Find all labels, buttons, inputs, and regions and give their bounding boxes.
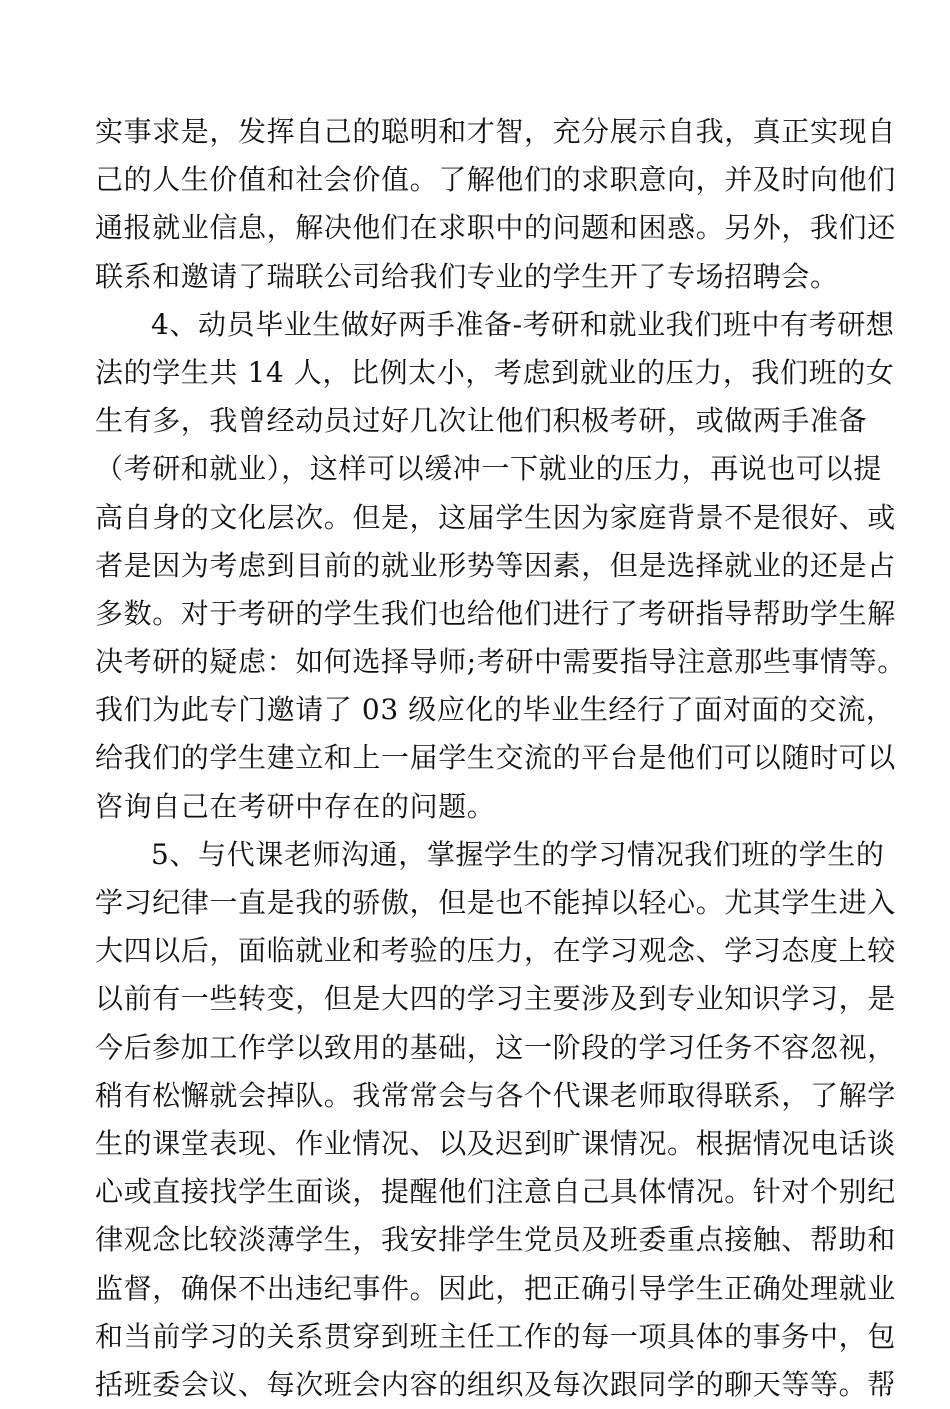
text-line: 心或直接找学生面谈，提醒他们注意自己具体情况。针对个别纪 bbox=[95, 1175, 896, 1209]
text-line: 决考研的疑虑：如何选择导师;考研中需要指导注意那些事情等。 bbox=[95, 645, 906, 679]
text-line: 我们为此专门邀请了 03 级应化的毕业生经行了面对面的交流， bbox=[95, 693, 895, 727]
text-line: 以前有一些转变，但是大四的学习主要涉及到专业知识学习，是 bbox=[95, 982, 896, 1016]
text-line: 法的学生共 14 人，比例太小，考虑到就业的压力，我们班的女 bbox=[95, 355, 895, 389]
text-line: 稍有松懈就会掉队。我常常会与各个代课老师取得联系，了解学 bbox=[95, 1078, 896, 1112]
text-line: 生的课堂表现、作业情况、以及迟到旷课情况。根据情况电话谈 bbox=[95, 1126, 896, 1160]
paragraph-5-start: 5、与代课老师沟通，掌握学生的学习情况我们班的学生的 bbox=[151, 837, 885, 871]
text-line: 实事求是，发挥自己的聪明和才智，充分展示自我，真正实现自 bbox=[95, 115, 896, 148]
text-line: 律观念比较淡薄学生，我安排学生党员及班委重点接触、帮助和 bbox=[95, 1223, 896, 1257]
document-body bbox=[95, 108, 906, 1409]
text-line: 和当前学习的关系贯穿到班主任工作的每一项具体的事务中，包 bbox=[95, 1319, 896, 1353]
text-line: 给我们的学生建立和上一届学生交流的平台是他们可以随时可以 bbox=[95, 741, 896, 775]
text-line: 监督，确保不出违纪事件。因此，把正确引导学生正确处理就业 bbox=[95, 1271, 896, 1305]
text-line: 学习纪律一直是我的骄傲，但是也不能掉以轻心。尤其学生进入 bbox=[95, 886, 896, 919]
text-line: 通报就业信息，解决他们在求职中的问题和困惑。另外，我们还 bbox=[95, 211, 896, 245]
text-line: 者是因为考虑到目前的就业形势等因素，但是选择就业的还是占 bbox=[95, 548, 896, 582]
text-line: 咨询自己在考研中存在的问题。 bbox=[95, 789, 496, 823]
paragraph-4-start: 4、动员毕业生做好两手准备-考研和就业我们班中有考研想 bbox=[151, 307, 895, 341]
text-line: 高自身的文化层次。但是，这届学生因为家庭背景不是很好、或 bbox=[95, 500, 896, 534]
text-line: 括班委会议、每次班会内容的组织及每次跟同学的聊天等等。帮 bbox=[95, 1367, 896, 1401]
text-line: 大四以后，面临就业和考验的压力，在学习观念、学习态度上较 bbox=[95, 934, 896, 968]
text-line: 多数。对于考研的学生我们也给他们进行了考研指导帮助学生解 bbox=[95, 596, 896, 630]
text-line: 生有多，我曾经动员过好几次让他们积极考研，或做两手准备 bbox=[95, 404, 868, 438]
text-line: 联系和邀请了瑞联公司给我们专业的学生开了专场招聘会。 bbox=[95, 259, 839, 293]
text-line: 今后参加工作学以致用的基础，这一阶段的学习任务不容忽视， bbox=[95, 1030, 896, 1064]
text-line: 己的人生价值和社会价值。了解他们的求职意向，并及时向他们 bbox=[95, 163, 896, 197]
text-line: （考研和就业），这样可以缓冲一下就业的压力，再说也可以提 bbox=[95, 452, 882, 486]
